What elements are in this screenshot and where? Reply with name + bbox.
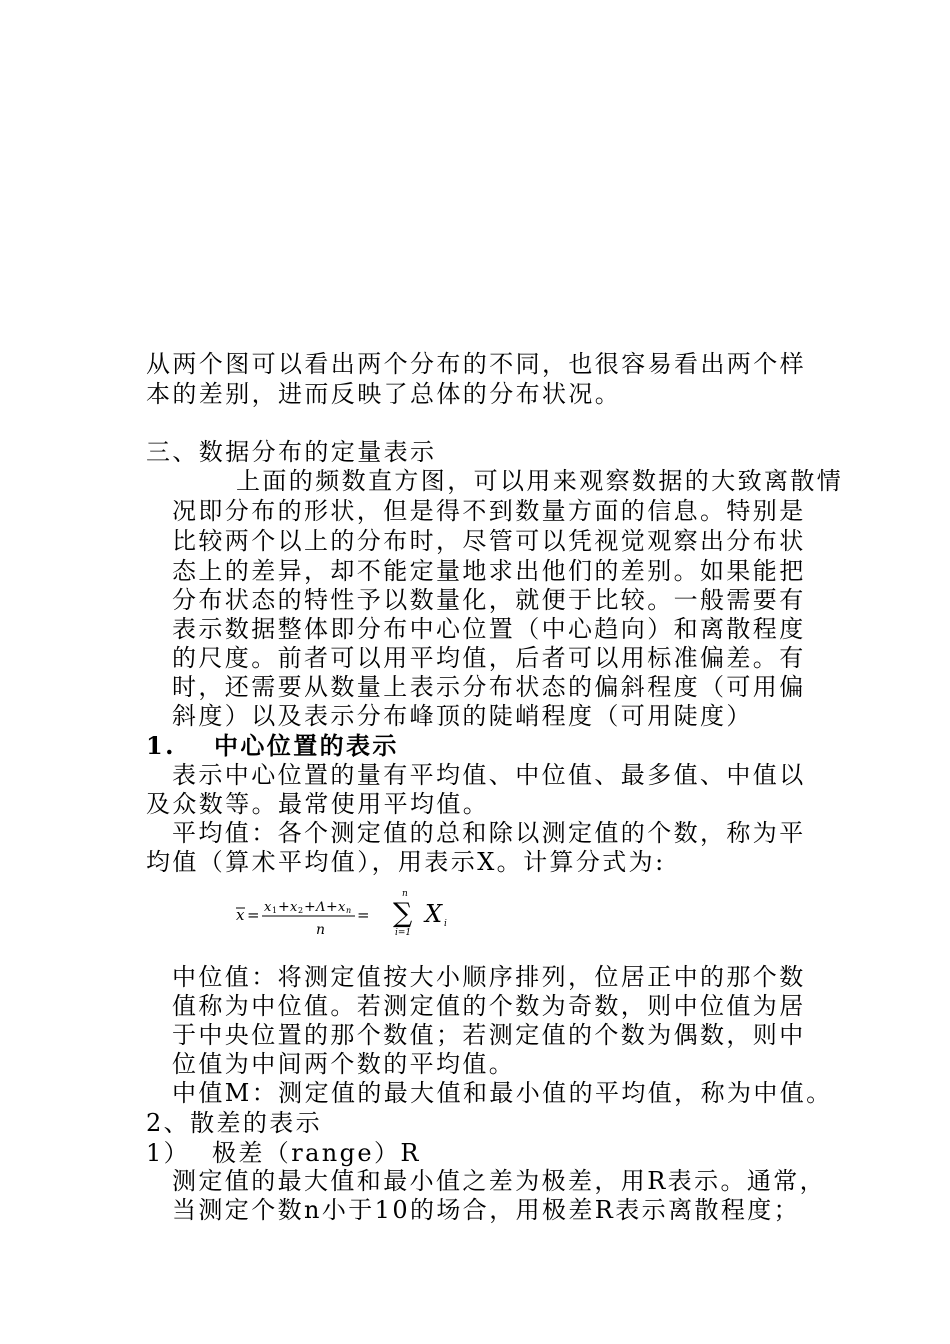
numerator-subn: n — [346, 906, 352, 915]
numerator-x2: x — [290, 900, 298, 915]
denominator-n: n — [316, 922, 326, 938]
paragraph-line: 测定值的最大值和最小值之差为极差，用R表示。通常， — [172, 1167, 827, 1195]
plus-sign: + — [278, 899, 290, 915]
xbar-symbol: x — [236, 906, 245, 924]
paragraph-line: 态上的差异，却不能定量地求出他们的差别。如果能把 — [172, 557, 806, 585]
summand-sub-i: i — [444, 919, 447, 929]
equals-sign: = — [247, 906, 260, 924]
paragraph-line: 平均值：各个测定值的总和除以测定值的个数，称为平 — [172, 819, 806, 847]
sum-upper-limit: n — [402, 889, 408, 899]
paragraph-line: 值称为中位值。若测定值的个数为奇数，则中位值为居 — [172, 992, 806, 1020]
paragraph-line: 中值M：测定值的最大值和最小值的平均值，称为中值。 — [172, 1079, 833, 1107]
numerator-xn: x — [338, 900, 346, 915]
mean-formula — [232, 886, 472, 942]
paragraph-line: 况即分布的形状，但是得不到数量方面的信息。特别是 — [172, 497, 806, 525]
paragraph-line: 时，还需要从数量上表示分布状态的偏斜程度（可用偏 — [172, 673, 806, 701]
paragraph-line: 从两个图可以看出两个分布的不同，也很容易看出两个样 — [146, 350, 806, 378]
numerator-sub2: 2 — [298, 906, 304, 915]
paragraph-line: 比较两个以上的分布时，尽管可以凭视觉观察出分布状 — [172, 527, 806, 555]
paragraph-line: 表示中心位置的量有平均值、中位值、最多值、中值以 — [172, 761, 806, 789]
paragraph-line: 表示数据整体即分布中心位置（中心趋向）和离散程度 — [172, 615, 806, 643]
plus-sign: + — [326, 899, 338, 915]
paragraph-line: 位值为中间两个数的平均值。 — [172, 1050, 516, 1078]
paragraph-line: 的尺度。前者可以用平均值，后者可以用标准偏差。有 — [172, 644, 806, 672]
paragraph-line: 及众数等。最常使用平均值。 — [146, 790, 490, 818]
paragraph-line: 分布状态的特性予以数量化，就便于比较。一般需要有 — [172, 586, 806, 614]
paragraph-line: 上面的频数直方图，可以用来观察数据的大致离散情 — [236, 467, 844, 495]
paragraph-line: 于中央位置的那个数值；若测定值的个数为偶数，则中 — [172, 1021, 806, 1049]
section-heading: 2、散差的表示 — [146, 1109, 323, 1137]
section-heading: 三、数据分布的定量表示 — [146, 438, 437, 466]
item-title: 极差（range）R — [212, 1139, 421, 1167]
numerator-x1: x — [264, 900, 272, 915]
ellipsis-lambda: Λ — [316, 900, 326, 915]
item-number: 1） — [146, 1139, 191, 1167]
subsection-title: 中心位置的表示 — [214, 731, 399, 760]
sigma-icon: ∑ — [393, 898, 413, 929]
mean-formula-svg — [232, 886, 472, 942]
paragraph-line: 均值（算术平均值），用表示X。计算分式为: — [146, 848, 666, 876]
paragraph-line: 中位值：将测定值按大小顺序排列，位居正中的那个数 — [172, 963, 806, 991]
paragraph-line: 斜度）以及表示分布峰顶的陡峭程度（可用陡度） — [172, 702, 753, 730]
numerator-sub1: 1 — [272, 906, 278, 915]
paragraph-line: 本的差别，进而反映了总体的分布状况。 — [146, 380, 622, 408]
summand-X: X — [425, 900, 443, 928]
paragraph-line: 当测定个数n小于10的场合，用极差R表示离散程度； — [172, 1196, 801, 1224]
equals-sign: = — [357, 906, 370, 924]
subsection-number: 1. — [146, 731, 176, 760]
plus-sign: + — [304, 899, 316, 915]
sum-lower-limit: i=1 — [395, 928, 412, 938]
